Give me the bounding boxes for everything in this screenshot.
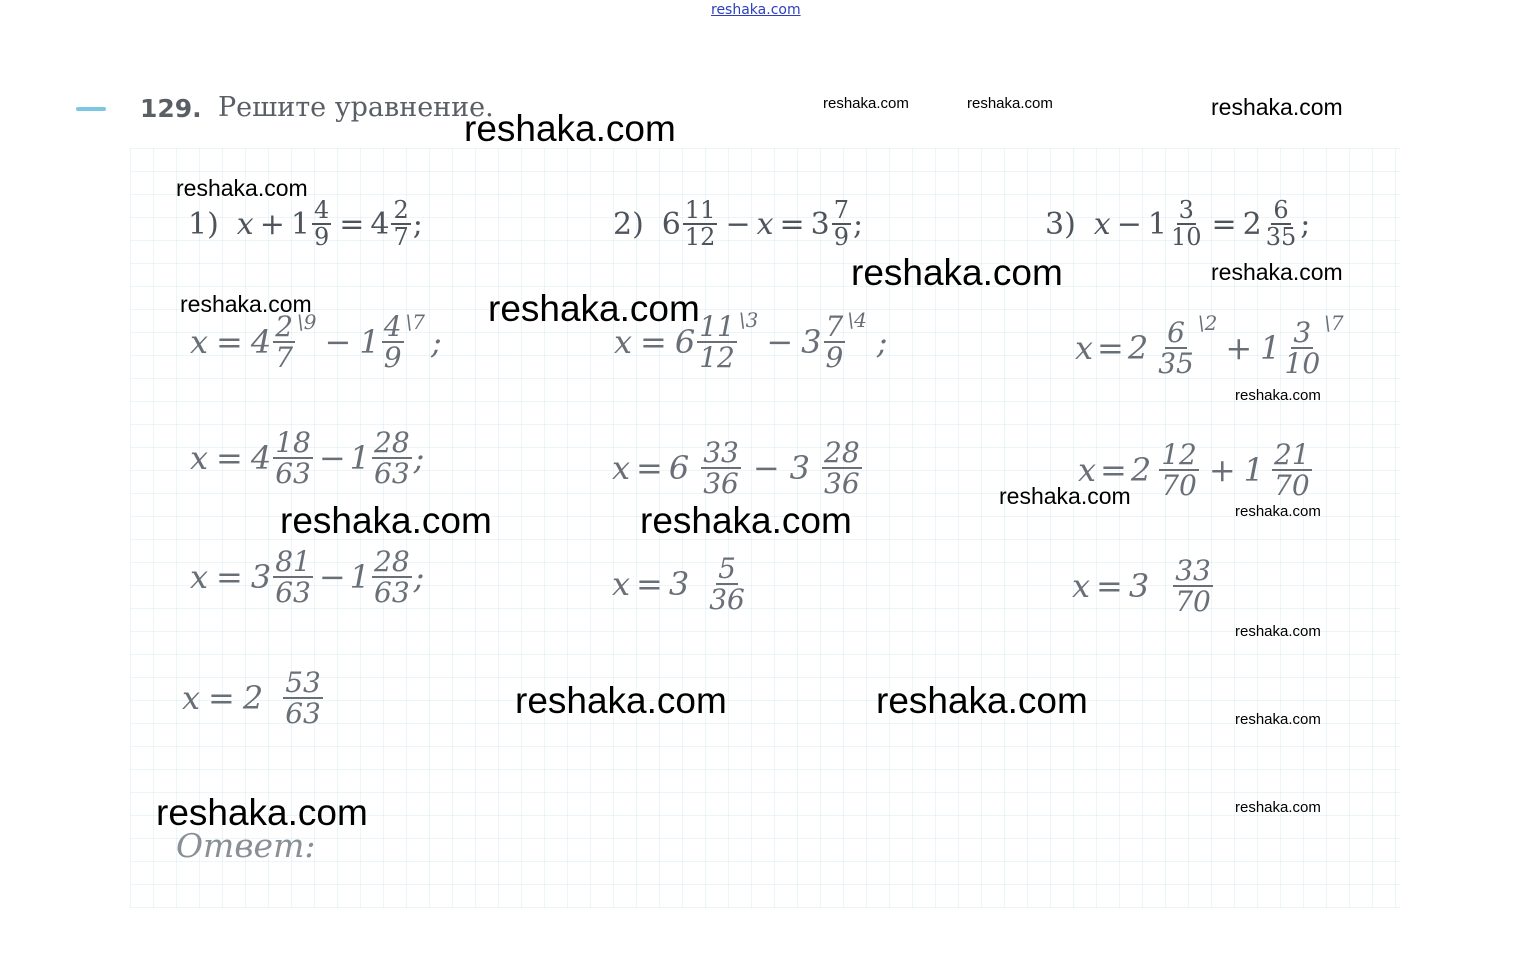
watermark-text: reshaka.com — [464, 108, 676, 149]
watermark-text: reshaka.com — [1235, 387, 1321, 404]
p3-step-1: x = 2 $\frac{6}{35}$ \2 + 1 $\frac{3}{10}$ \7 — [1075, 311, 1344, 381]
watermark-text: reshaka.com — [851, 252, 1063, 293]
p2-step-2: x = 6 $\frac{33}{36}$ − 3 $\frac{28}{36}$ — [612, 436, 860, 501]
watermark-text: reshaka.com — [280, 500, 492, 541]
watermark-text: reshaka.com — [640, 500, 852, 541]
fraction: $\frac{4}{9}$ — [383, 310, 402, 375]
problem-label: 3) — [1045, 206, 1076, 242]
multiplier-mark: \3 — [738, 308, 759, 333]
fraction: $\frac{6}{35}$ — [1158, 316, 1194, 381]
fraction: $\frac{3}{10}$ — [1170, 196, 1202, 252]
watermark-text: reshaka.com — [1235, 711, 1321, 728]
fraction: $\frac{18}{63}$ — [275, 426, 311, 491]
fraction: $\frac{4}{9}$ — [313, 196, 330, 252]
p2-result: x = 3 $\frac{5}{36}$ — [612, 552, 745, 617]
fraction: $\frac{3}{10}$ — [1284, 316, 1321, 381]
task-marker-icon — [76, 107, 106, 111]
fraction: $\frac{12}{70}$ — [1161, 438, 1197, 503]
watermark-text: reshaka.com — [156, 792, 368, 833]
task-number: 129. — [140, 94, 202, 123]
watermark-text: reshaka.com — [876, 680, 1088, 721]
multiplier-mark: \9 — [297, 310, 317, 335]
problem-3-equation: 3) x − 1 $\frac{3}{10}$ = 2 $\frac{6}{35}$ ; — [1045, 196, 1311, 252]
p1-step-3: x = 3 $\frac{81}{63}$ − 1 $\frac{28}{63}$ ; — [190, 545, 425, 610]
watermark-text: reshaka.com — [180, 291, 312, 317]
problem-label: 2) — [613, 206, 644, 242]
problem-2-equation: 2) 6 $\frac{11}{12}$ − x = 3 $\frac{7}{9}$ ; — [613, 196, 864, 252]
fraction: $\frac{21}{70}$ — [1274, 438, 1310, 503]
multiplier-mark: \2 — [1197, 311, 1218, 336]
task-title: Решите уравнение. — [218, 92, 494, 123]
fraction: $\frac{7}{9}$ — [833, 196, 850, 252]
p3-step-2: x = 2 $\frac{12}{70}$ + 1 $\frac{21}{70}$ — [1078, 438, 1310, 503]
problem-1-equation: 1) x + 1 $\frac{4}{9}$ = 4 $\frac{2}{7}$ ; — [188, 196, 423, 252]
fraction: $\frac{5}{36}$ — [709, 552, 745, 617]
watermark-text: reshaka.com — [488, 288, 700, 329]
multiplier-mark: \7 — [1324, 311, 1344, 336]
watermark-text: reshaka.com — [1211, 94, 1343, 120]
multiplier-mark: \7 — [405, 310, 425, 335]
watermark-text: reshaka.com — [1235, 503, 1321, 520]
p3-result: x = 3 $\frac{33}{70}$ — [1072, 554, 1211, 619]
fraction: $\frac{11}{12}$ — [699, 310, 735, 375]
fraction: $\frac{33}{36}$ — [703, 436, 739, 501]
watermark-text: reshaka.com — [967, 95, 1053, 112]
fraction: $\frac{28}{36}$ — [824, 436, 860, 501]
watermark-text: reshaka.com — [515, 680, 727, 721]
problem-label: 1) — [188, 206, 219, 242]
fraction: $\frac{28}{63}$ — [374, 426, 410, 491]
fraction: $\frac{6}{35}$ — [1265, 196, 1297, 252]
p1-result: x = 2 $\frac{53}{63}$ — [182, 666, 321, 731]
fraction: $\frac{2}{7}$ — [393, 196, 409, 252]
p1-step-2: x = 4 $\frac{18}{63}$ − 1 $\frac{28}{63}$ ; — [190, 426, 425, 491]
fraction: $\frac{2}{7}$ — [275, 310, 294, 375]
fraction: $\frac{28}{63}$ — [374, 545, 410, 610]
fraction: $\frac{53}{63}$ — [285, 666, 321, 731]
multiplier-mark: \4 — [847, 308, 867, 333]
site-link[interactable]: reshaka.com — [711, 2, 801, 18]
watermark-text: reshaka.com — [823, 95, 909, 112]
p2-step-1: x = 6 $\frac{11}{12}$ \3 − 3 $\frac{7}{9}$ \4 ; — [614, 308, 888, 375]
fraction: $\frac{11}{12}$ — [684, 196, 716, 252]
fraction: $\frac{33}{70}$ — [1175, 554, 1211, 619]
fraction: $\frac{81}{63}$ — [275, 545, 311, 610]
watermark-text: reshaka.com — [999, 483, 1131, 509]
watermark-text: reshaka.com — [1235, 799, 1321, 816]
answer-label: Ответ: — [176, 826, 316, 865]
fraction: $\frac{7}{9}$ — [825, 310, 844, 375]
p1-step-1: x = 4 $\frac{2}{7}$ \9 − 1 $\frac{4}{9}$ \7 ; — [190, 310, 442, 375]
watermark-text: reshaka.com — [1211, 259, 1343, 285]
watermark-text: reshaka.com — [1235, 623, 1321, 640]
watermark-text: reshaka.com — [176, 175, 308, 201]
